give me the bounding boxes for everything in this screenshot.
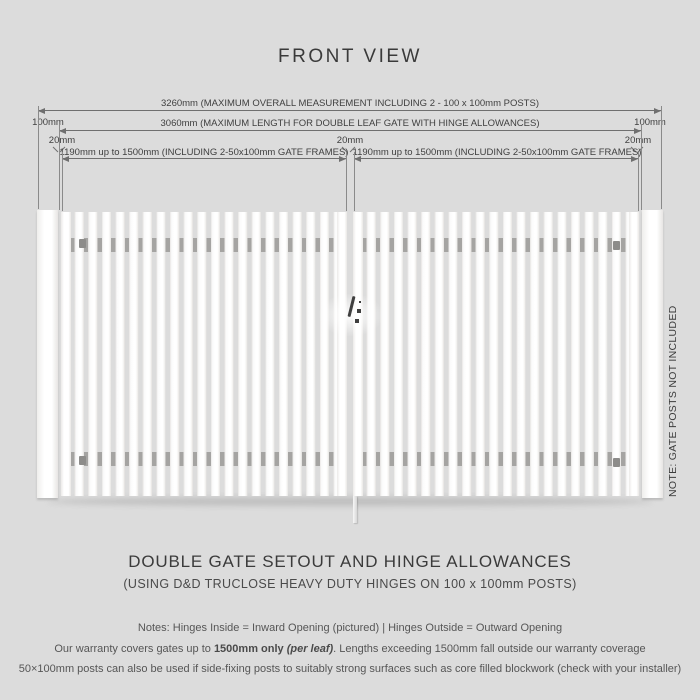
note-warranty-bold: 1500mm only [213, 643, 284, 655]
gate-frame-stile [353, 212, 363, 496]
gate-leaf-right [353, 212, 639, 496]
note-warranty-bold-italic: (per leaf) [283, 643, 334, 655]
tick-mark [53, 147, 59, 153]
dim-overall-line [38, 110, 661, 111]
gate-shadow [48, 497, 652, 506]
footer-heading: DOUBLE GATE SETOUT AND HINGE ALLOWANCES [128, 552, 572, 571]
dim-hinge-middle-label: 20mm [336, 135, 364, 146]
dim-leaf-right-line [354, 158, 638, 159]
latch-bolt-icon [357, 309, 361, 313]
extension-line [346, 152, 347, 211]
hinge-icon [613, 241, 620, 250]
extension-line [661, 106, 662, 209]
latch-pin-icon [359, 301, 361, 303]
dim-post-left-label: 100mm [32, 117, 64, 128]
dim-post-right-label: 100mm [634, 117, 666, 128]
dim-overall-label: 3260mm (MAXIMUM OVERALL MEASUREMENT INCLUDING 2 - 100 x 100mm POSTS) [161, 98, 539, 109]
extension-line [638, 152, 639, 211]
extension-line [62, 152, 63, 211]
gate-frame-stile [337, 212, 347, 496]
dim-double-leaf-label: 3060mm (MAXIMUM LENGTH FOR DOUBLE LEAF GATE WITH HINGE ALLOWANCES) [160, 118, 540, 129]
dim-leaf-left-label: 1190mm up to 1500mm (INCLUDING 2-50x100mm GATE FRAMES) [59, 147, 349, 158]
dim-hinge-right-label: 20mm [624, 135, 652, 146]
hinge-icon [79, 239, 86, 248]
dim-leaf-left-line [62, 158, 346, 159]
footer-subheading: (USING D&D TRUCLOSE HEAVY DUTY HINGES ON 100 x 100mm POSTS) [123, 577, 577, 591]
note-warranty-suffix: . Lengths exceeding 1500mm fall outside our warranty coverage [333, 643, 646, 655]
extension-line [59, 124, 60, 210]
gate-leaf-left [61, 212, 347, 496]
dim-double-leaf-line [59, 130, 641, 131]
note-hinges: Notes: Hinges Inside = Inward Opening (pictured) | Hinges Outside = Outward Opening [137, 622, 563, 634]
drop-bolt-rod [353, 496, 357, 523]
gate-post-left [37, 210, 58, 498]
latch-bolt-icon [355, 319, 359, 323]
gate-frame-stile [629, 212, 639, 496]
gate-post-right [642, 210, 663, 498]
gate-posts-note: NOTE: GATE POSTS NOT INCLUDED [667, 305, 679, 497]
hinge-icon [613, 458, 620, 467]
gate-frame-stile [61, 212, 71, 496]
dim-hinge-left-label: 20mm [48, 135, 76, 146]
extension-line [641, 124, 642, 210]
dim-leaf-right-label: 1190mm up to 1500mm (INCLUDING 2-50x100mm GATE FRAMES) [352, 147, 642, 158]
note-warranty-prefix: Our warranty covers gates up to [54, 643, 214, 655]
gate-slats [353, 212, 639, 496]
note-warranty [0, 643, 700, 655]
extension-line [354, 152, 355, 211]
gate-slats [61, 212, 347, 496]
page-title: FRONT VIEW [278, 46, 422, 67]
note-posts: 50×100mm posts can also be used if side-fixing posts to suitably strong surfaces such as core filled blockwork (check with your installer) [18, 663, 682, 675]
extension-line [38, 106, 39, 209]
hinge-icon [79, 456, 86, 465]
